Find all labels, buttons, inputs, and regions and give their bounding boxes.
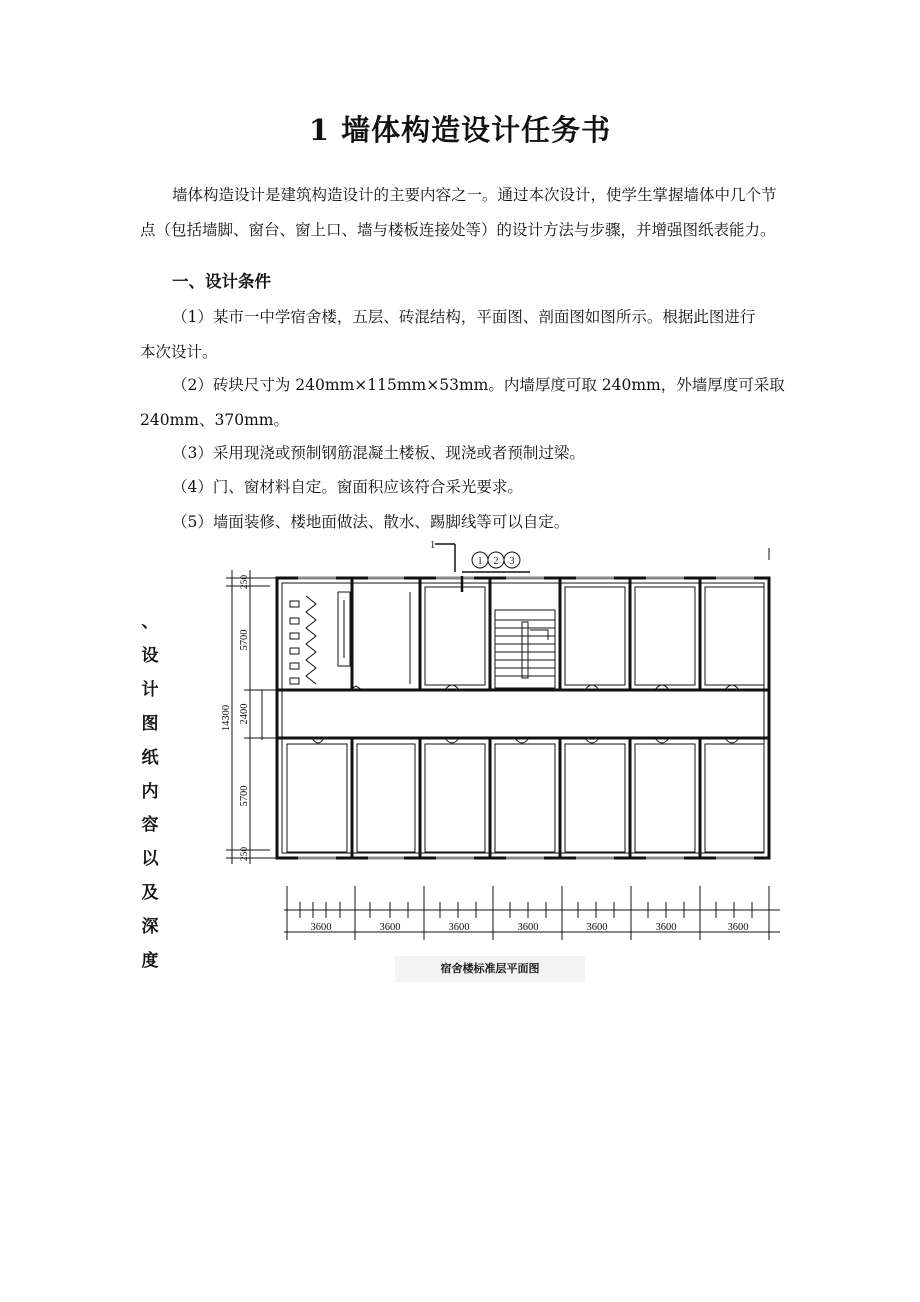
condition-item-5: （5）墙面装修、楼地面做法、散水、踢脚线等可以自定。 (172, 513, 570, 531)
vertical-char: 深 (141, 917, 159, 938)
dim-vertical-label: 250 (240, 574, 250, 590)
dim-bay-label: 3600 (586, 922, 608, 933)
vertical-char: 内 (141, 781, 159, 802)
vertical-char: 、 (141, 612, 159, 632)
plan-caption: 宿舍楼标准层平面图 (440, 962, 540, 975)
vertical-char: 以 (141, 849, 159, 870)
toilet-fixtures (290, 592, 410, 684)
condition-item-4: （4）门、窗材料自定。窗面积应该符合采光要求。 (172, 478, 523, 496)
dim-bay-label: 3600 (379, 922, 401, 933)
partition-walls-north (352, 578, 700, 690)
section-mark-label: 1 (430, 540, 436, 551)
room-outlines-south (287, 744, 764, 852)
condition-item-3: （3）采用现浇或预制钢筋混凝土楼板、现浇或者预制过梁。 (172, 444, 585, 462)
dim-vertical-label: 250 (240, 846, 250, 862)
condition-item-1-line-1: （1）某市一中学宿舍楼，五层、砖混结构，平面图、剖面图如图所示。根据此图进行 (172, 308, 756, 326)
intro-paragraph: 墙体构造设计是建筑构造设计的主要内容之一。通过本次设计，使学生掌握墙体中几个节点（包括墙脚、窗台、窗上口、墙与楼板连接处等）的设计方法与步骤，并增强图纸表能力。 (140, 186, 777, 239)
vertical-char: 计 (141, 679, 159, 700)
section-heading-design-conditions: 一、设计条件 (172, 272, 271, 291)
condition-item-2-line-2: 240mm、370mm。 (140, 411, 289, 429)
axis-label: 2 (493, 556, 499, 567)
dim-vertical-label: 5700 (239, 629, 250, 651)
dim-vertical-label: 5700 (239, 785, 250, 807)
dim-bay-label: 3600 (448, 922, 470, 933)
room-outlines-north (425, 587, 764, 685)
dim-bay-label: 3600 (517, 922, 539, 933)
dim-bay-label: 3600 (727, 922, 749, 933)
outer-wall-inner (282, 583, 764, 853)
vertical-char: 图 (141, 713, 159, 734)
vertical-char: 纸 (141, 747, 159, 768)
condition-item-1-line-2: 本次设计。 (140, 343, 218, 361)
vertical-char: 及 (141, 883, 159, 904)
vertical-char: 设 (141, 645, 159, 666)
vertical-char: 容 (141, 815, 159, 836)
vertical-char: 度 (141, 951, 159, 972)
dim-bay-label: 3600 (310, 922, 332, 933)
partition-walls-south (352, 738, 700, 858)
page-title: 1 墙体构造设计任务书 (308, 113, 612, 147)
axis-label: 3 (509, 556, 515, 567)
dim-vertical-label: 2400 (239, 703, 250, 725)
stair-symbol (495, 610, 555, 688)
axis-label: 1 (477, 556, 483, 567)
condition-item-2-line-1: （2）砖块尺寸为 240mm×115mm×53mm。内墙厚度可取 240mm，外墙厚度可采取 (172, 376, 785, 394)
dim-total-label: 14300 (221, 704, 232, 732)
dim-bay-label: 3600 (655, 922, 677, 933)
